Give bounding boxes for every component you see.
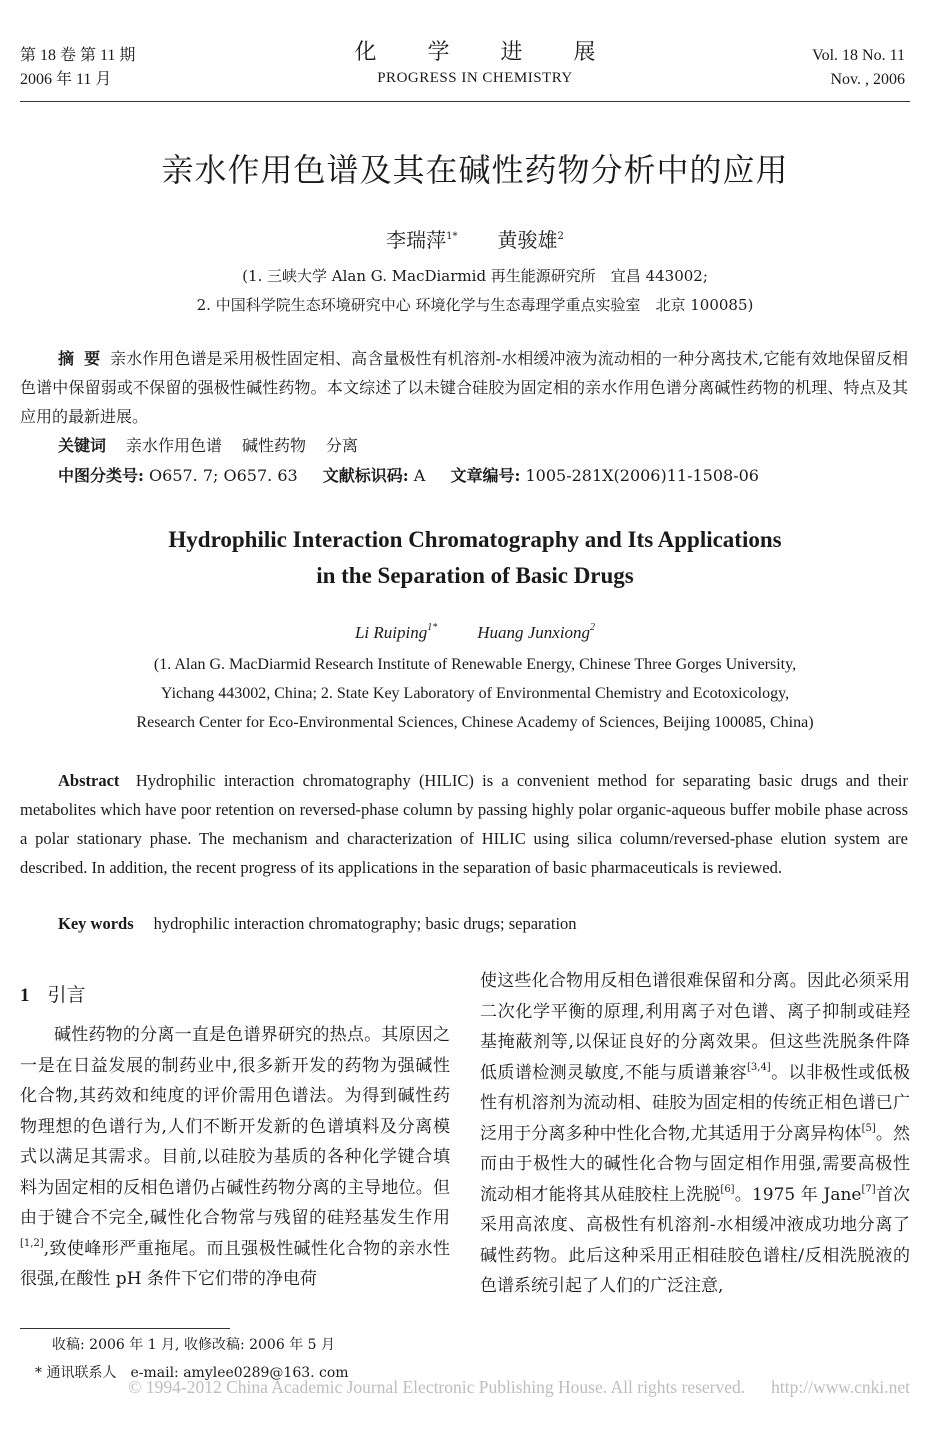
- title-zh: 亲水作用色谱及其在碱性药物分析中的应用: [161, 151, 789, 189]
- date-en: Nov. , 2006: [830, 71, 905, 88]
- citation: [1,2]: [20, 1237, 44, 1249]
- citation: [6]: [720, 1183, 735, 1195]
- title-en-line-1: Hydrophilic Interaction Chromatography and Its Applications: [168, 527, 782, 552]
- classification-zh: [58, 462, 759, 490]
- footnote-contact: * 通讯联系人 e-mail: amylee0289@163. com: [35, 1365, 349, 1381]
- copyright-url: http://www.cnki.net: [771, 1377, 910, 1397]
- affiliations-zh: [0, 262, 950, 320]
- section-heading: [20, 980, 86, 1011]
- abstract-en-label: Abstract: [58, 771, 120, 790]
- author-zh-2-mark: 2: [557, 231, 564, 242]
- keyword-zh-3: 分离: [326, 436, 359, 455]
- abstract-en: [20, 766, 908, 882]
- abstract-zh-label: 摘要: [58, 349, 111, 368]
- header-rule: [20, 101, 910, 102]
- affiliations-en: [0, 650, 950, 737]
- body-column-right: [480, 966, 910, 1302]
- keywords-zh: [58, 432, 358, 460]
- author-en-1-mark: 1*: [427, 622, 438, 633]
- keywords-zh-label: 关键词: [58, 436, 107, 455]
- journal-name-en: PROGRESS IN CHEMISTRY: [377, 70, 573, 86]
- copyright-notice: © 1994-2012 China Academic Journal Electronic Publishing House. All rights reserved.: [128, 1377, 746, 1397]
- affiliation-en-3: Research Center for Eco-Environmental Sciences, Chinese Academy of Sciences, Beijing 100085, China): [136, 714, 814, 731]
- abstract-en-text: Hydrophilic interaction chromatography (HILIC) is a convenient method for separating basic drugs and their metabolites which have poor retention on reversed-phase column by passing highly polar organic-aqueous buffer mobile phase across a polar stationary phase. The mechanism and characterization of HILIC using silica column/reversed-phase elution system are described. In addition, the recent progress of its applications in the separation of basic pharmaceuticals is reviewed.: [20, 771, 909, 877]
- body-right-text-2: 。以非极性或低极性有机溶剂为流动相、硅胶为固定相的传统正相色谱已广泛用于分离多种中性化合物,尤其适用于分离异构体: [480, 1062, 911, 1144]
- body-left-text-2: ,致使峰形严重拖尾。而且强极性碱性化合物的亲水性很强,在酸性 pH 条件下它们带的净电荷: [20, 1238, 450, 1289]
- footnote-received: 收稿: 2006 年 1 月, 收修改稿: 2006 年 5 月: [52, 1337, 336, 1353]
- header-right: [812, 44, 905, 92]
- volume-zh: 第 18 卷 第 11 期: [20, 47, 136, 64]
- body-right-text-4: 。1975 年 Jane: [734, 1184, 862, 1205]
- citation: [7]: [861, 1183, 876, 1195]
- affiliation-en-1: (1. Alan G. MacDiarmid Research Institute of Renewable Energy, Chinese Three Gorges University,: [153, 656, 797, 673]
- article-no-label: 文章编号:: [450, 466, 521, 485]
- affiliation-zh-1: (1. 三峡大学 Alan G. MacDiarmid 再生能源研究所 宜昌 443002;: [242, 267, 708, 285]
- article-no-value: 1005-281X(2006)11-1508-06: [525, 466, 759, 485]
- title-en-line-2: in the Separation of Basic Drugs: [316, 563, 634, 588]
- author-en-1: Li Ruiping: [354, 623, 428, 642]
- footnote-rule: [20, 1328, 230, 1329]
- affiliation-en-2: Yichang 443002, China; 2. State Key Laboratory of Environmental Chemistry and Ecotoxicology,: [160, 685, 790, 702]
- volume-en: Vol. 18 No. 11: [812, 47, 905, 64]
- doc-code-value: A: [413, 466, 426, 485]
- abstract-zh: [20, 344, 908, 431]
- body-column-left: [20, 1020, 450, 1295]
- keyword-zh-1: 亲水作用色谱: [126, 436, 223, 455]
- section-number: 1: [20, 985, 30, 1006]
- copyright-watermark: [35, 1375, 910, 1399]
- author-en-2-mark: 2: [590, 622, 596, 633]
- header-center: [0, 38, 950, 88]
- authors-en: [0, 620, 950, 646]
- author-en-2: Huang Junxiong: [477, 623, 591, 642]
- date-zh: 2006 年 11 月: [20, 71, 112, 88]
- citation: [3,4]: [747, 1061, 771, 1073]
- clc-label: 中图分类号:: [58, 466, 144, 485]
- author-zh-2: 黄骏雄: [497, 228, 558, 252]
- title-en: [0, 522, 950, 594]
- keywords-en: [58, 910, 577, 938]
- section-title: 引言: [47, 984, 86, 1006]
- body-right-text-1: 使这些化合物用反相色谱很难保留和分离。因此必须采用二次化学平衡的原理,利用离子对色谱、离子抑制或硅羟基掩蔽剂等,以保证良好的分离效果。但这些洗脱条件降低质谱检测灵敏度,不能与质谱兼容: [480, 971, 910, 1083]
- body-right-text-3: 。然而由于极性大的碱性化合物与固定相作用强,需要高极性流动相才能将其从硅胶柱上洗脱: [480, 1123, 911, 1205]
- keywords-en-text: hydrophilic interaction chromatography; basic drugs; separation: [153, 914, 577, 933]
- keyword-zh-2: 碱性药物: [242, 436, 307, 455]
- clc-value: O657. 7; O657. 63: [149, 466, 298, 485]
- doc-code-label: 文献标识码:: [322, 466, 409, 485]
- author-zh-1: 李瑞萍: [386, 228, 447, 252]
- authors-zh: [0, 226, 950, 254]
- keywords-en-label: Key words: [58, 914, 134, 933]
- abstract-zh-text: 亲水作用色谱是采用极性固定相、高含量极性有机溶剂-水相缓冲液为流动相的一种分离技术,它能有效地保留反相色谱中保留弱或不保留的强极性碱性药物。本文综述了以未键合硅胶为固定相的亲水作用色谱分离碱性药物的机理、特点及其应用的最新进展。: [20, 349, 908, 426]
- affiliation-zh-2: 2. 中国科学院生态环境研究中心 环境化学与生态毒理学重点实验室 北京 100085): [196, 296, 754, 314]
- body-right-text-5: 首次采用高浓度、高极性有机溶剂-水相缓冲液成功地分离了碱性药物。此后这种采用正相硅胶色谱柱/反相洗脱液的色谱系统引起了人们的广泛注意,: [480, 1184, 911, 1296]
- author-zh-1-mark: 1*: [446, 231, 458, 242]
- body-left-text-1: 碱性药物的分离一直是色谱界研究的热点。其原因之一是在日益发展的制药业中,很多新开发的药物为强碱性化合物,其药效和纯度的评价需用色谱法。为得到碱性药物理想的色谱行为,人们不断开发新的色谱填料及分离模式以满足其需求。目前,以硅胶为基质的各种化学键合填料为固定相的反相色谱仍占碱性药物分离的主导地位。但由于键合不完全,碱性化合物常与残留的硅羟基发生作用: [20, 1025, 450, 1228]
- citation: [5]: [861, 1122, 876, 1134]
- journal-name-zh: 化 学 进 展: [354, 40, 618, 65]
